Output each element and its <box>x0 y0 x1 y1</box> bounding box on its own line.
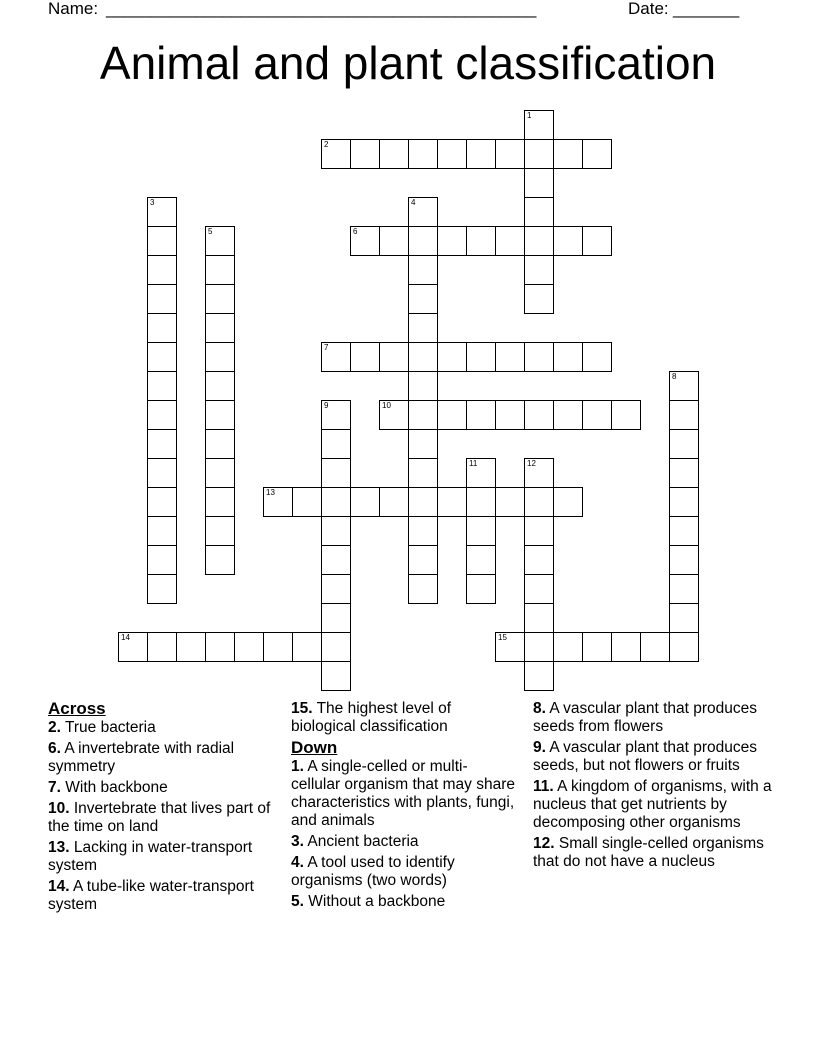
name-field[interactable]: ________________________________________________ <box>106 0 536 18</box>
grid-cell[interactable] <box>205 342 235 372</box>
clue-number: 14. <box>48 878 70 895</box>
grid-cell[interactable] <box>524 139 554 169</box>
grid-cell[interactable] <box>408 342 438 372</box>
grid-cell[interactable] <box>495 400 525 430</box>
grid-cell[interactable] <box>582 226 612 256</box>
grid-cell[interactable] <box>350 487 380 517</box>
grid-cell[interactable] <box>669 632 699 662</box>
grid-cell[interactable] <box>408 226 438 256</box>
clue-text: A single-celled or multi-cellular organism that may share characteristics with plants, fungi, and animals <box>291 758 515 829</box>
clue-number: 2. <box>48 719 61 736</box>
grid-cell[interactable] <box>205 545 235 575</box>
grid-cell[interactable] <box>321 516 351 546</box>
grid-cell[interactable] <box>408 516 438 546</box>
grid-cell[interactable] <box>147 429 177 459</box>
cell-number: 3 <box>150 198 155 207</box>
grid-cell[interactable] <box>350 139 380 169</box>
grid-cell[interactable] <box>553 342 583 372</box>
clue-number: 11. <box>533 778 554 795</box>
grid-cell[interactable] <box>263 487 293 517</box>
grid-cell[interactable] <box>147 574 177 604</box>
grid-cell[interactable] <box>321 458 351 488</box>
grid-cell[interactable] <box>205 284 235 314</box>
clue-number: 1. <box>291 758 304 775</box>
name-label: Name: <box>48 0 99 18</box>
clue-text: A tool used to identify organisms (two words) <box>291 854 455 889</box>
grid-cell[interactable] <box>669 487 699 517</box>
grid-cell[interactable] <box>669 545 699 575</box>
grid-cell[interactable] <box>466 545 496 575</box>
grid-cell[interactable] <box>205 487 235 517</box>
grid-cell[interactable] <box>379 400 409 430</box>
grid-cell[interactable] <box>582 342 612 372</box>
clue-text: With backbone <box>65 779 168 796</box>
clue-down-12 <box>533 835 773 871</box>
grid-cell[interactable] <box>669 458 699 488</box>
clue-text: The highest level of biological classification <box>291 700 452 735</box>
grid-cell[interactable] <box>321 139 351 169</box>
grid-cell[interactable] <box>437 487 467 517</box>
grid-cell[interactable] <box>147 458 177 488</box>
grid-cell[interactable] <box>350 342 380 372</box>
grid-cell[interactable] <box>553 226 583 256</box>
clue-number: 4. <box>291 854 304 871</box>
clue-across-13 <box>48 839 273 875</box>
grid-cell[interactable] <box>553 487 583 517</box>
grid-cell[interactable] <box>408 284 438 314</box>
grid-cell[interactable] <box>582 139 612 169</box>
grid-cell[interactable] <box>669 400 699 430</box>
grid-cell[interactable] <box>669 603 699 633</box>
grid-cell[interactable] <box>495 226 525 256</box>
grid-cell[interactable] <box>524 284 554 314</box>
grid-cell[interactable] <box>466 516 496 546</box>
grid-cell[interactable] <box>147 632 177 662</box>
cell-number: 15 <box>498 633 507 642</box>
clue-number: 10. <box>48 800 70 817</box>
grid-cell[interactable] <box>524 110 554 140</box>
grid-cell[interactable] <box>437 400 467 430</box>
clue-text: A invertebrate with radial symmetry <box>48 740 235 775</box>
grid-cell[interactable] <box>466 226 496 256</box>
grid-cell[interactable] <box>495 632 525 662</box>
cell-number: 10 <box>382 401 391 410</box>
grid-cell[interactable] <box>379 487 409 517</box>
clue-text: Ancient bacteria <box>307 833 419 850</box>
clue-across-14 <box>48 878 273 914</box>
grid-cell[interactable] <box>408 574 438 604</box>
grid-cell[interactable] <box>147 342 177 372</box>
clue-text: Without a backbone <box>308 893 446 910</box>
cell-number: 13 <box>266 488 275 497</box>
grid-cell[interactable] <box>205 255 235 285</box>
grid-cell[interactable] <box>408 487 438 517</box>
clue-number: 15. <box>291 700 313 717</box>
date-field[interactable]: _______ <box>673 0 740 18</box>
cell-number: 5 <box>208 227 213 236</box>
cell-number: 4 <box>411 198 416 207</box>
grid-cell[interactable] <box>437 226 467 256</box>
clue-column-2 <box>291 700 516 914</box>
grid-cell[interactable] <box>524 661 554 691</box>
grid-cell[interactable] <box>495 487 525 517</box>
page-title: Animal and plant classification <box>99 37 717 89</box>
grid-cell[interactable] <box>611 632 641 662</box>
grid-cell[interactable] <box>524 226 554 256</box>
clue-text: True bacteria <box>64 719 156 736</box>
grid-cell[interactable] <box>408 255 438 285</box>
clue-down-8 <box>533 700 773 736</box>
grid-cell[interactable] <box>147 255 177 285</box>
grid-cell[interactable] <box>205 458 235 488</box>
grid-cell[interactable] <box>379 342 409 372</box>
grid-cell[interactable] <box>408 371 438 401</box>
grid-cell[interactable] <box>147 487 177 517</box>
clue-down-3 <box>291 833 516 851</box>
grid-cell[interactable] <box>495 139 525 169</box>
across-heading: Across <box>48 699 106 718</box>
cell-number: 6 <box>353 227 358 236</box>
grid-cell[interactable] <box>669 516 699 546</box>
clue-across-6 <box>48 740 273 776</box>
grid-cell[interactable] <box>118 632 148 662</box>
grid-cell[interactable] <box>495 342 525 372</box>
clue-across-10 <box>48 800 273 836</box>
date-label: Date: <box>628 0 669 18</box>
clue-across-15 <box>291 700 516 736</box>
grid-cell[interactable] <box>466 487 496 517</box>
clue-column-3 <box>533 700 773 874</box>
grid-cell[interactable] <box>147 371 177 401</box>
grid-cell[interactable] <box>669 429 699 459</box>
clue-down-4 <box>291 854 516 890</box>
grid-cell[interactable] <box>466 574 496 604</box>
grid-cell[interactable] <box>611 400 641 430</box>
grid-cell[interactable] <box>437 342 467 372</box>
grid-cell[interactable] <box>350 226 380 256</box>
clue-down-11 <box>533 778 773 832</box>
clue-text: Invertebrate that lives part of the time on land <box>48 800 271 835</box>
grid-cell[interactable] <box>408 313 438 343</box>
clue-number: 5. <box>291 893 304 910</box>
grid-cell[interactable] <box>524 458 554 488</box>
clue-across-7 <box>48 779 273 797</box>
grid-cell[interactable] <box>524 545 554 575</box>
clue-column-1 <box>48 700 273 917</box>
grid-cell[interactable] <box>321 661 351 691</box>
clue-text: Small single-celled organisms that do not have a nucleus <box>533 835 764 870</box>
grid-cell[interactable] <box>408 429 438 459</box>
cell-number: 1 <box>527 111 532 120</box>
grid-cell[interactable] <box>524 516 554 546</box>
grid-cell[interactable] <box>553 139 583 169</box>
grid-cell[interactable] <box>524 574 554 604</box>
clue-number: 8. <box>533 700 546 717</box>
clue-number: 13. <box>48 839 70 856</box>
grid-cell[interactable] <box>524 632 554 662</box>
grid-cell[interactable] <box>524 197 554 227</box>
grid-cell[interactable] <box>321 487 351 517</box>
clue-down-5 <box>291 893 516 911</box>
grid-cell[interactable] <box>321 400 351 430</box>
clue-number: 6. <box>48 740 61 757</box>
grid-cell[interactable] <box>553 632 583 662</box>
grid-cell[interactable] <box>466 342 496 372</box>
grid-cell[interactable] <box>147 400 177 430</box>
grid-cell[interactable] <box>176 632 206 662</box>
grid-cell[interactable] <box>582 632 612 662</box>
grid-cell[interactable] <box>408 458 438 488</box>
grid-cell[interactable] <box>321 342 351 372</box>
cell-number: 2 <box>324 140 329 149</box>
grid-cell[interactable] <box>466 139 496 169</box>
grid-cell[interactable] <box>205 516 235 546</box>
cell-number: 12 <box>527 459 536 468</box>
grid-cell[interactable] <box>408 197 438 227</box>
grid-cell[interactable] <box>147 197 177 227</box>
grid-cell[interactable] <box>321 603 351 633</box>
grid-cell[interactable] <box>669 574 699 604</box>
clue-text: A tube-like water-transport system <box>48 878 254 913</box>
grid-cell[interactable] <box>147 226 177 256</box>
grid-cell[interactable] <box>321 545 351 575</box>
grid-cell[interactable] <box>205 226 235 256</box>
grid-cell[interactable] <box>205 371 235 401</box>
grid-cell[interactable] <box>437 139 467 169</box>
grid-cell[interactable] <box>205 429 235 459</box>
cell-number: 7 <box>324 343 329 352</box>
grid-cell[interactable] <box>292 487 322 517</box>
grid-cell[interactable] <box>263 632 293 662</box>
grid-cell[interactable] <box>292 632 322 662</box>
grid-cell[interactable] <box>582 400 612 430</box>
grid-cell[interactable] <box>408 139 438 169</box>
grid-cell[interactable] <box>524 400 554 430</box>
clue-text: A vascular plant that produces seeds from flowers <box>533 700 758 735</box>
grid-cell[interactable] <box>147 545 177 575</box>
grid-cell[interactable] <box>466 458 496 488</box>
grid-cell[interactable] <box>147 284 177 314</box>
clue-number: 12. <box>533 835 555 852</box>
clue-number: 3. <box>291 833 304 850</box>
clue-down-9 <box>533 739 773 775</box>
grid-cell[interactable] <box>466 400 496 430</box>
grid-cell[interactable] <box>205 313 235 343</box>
grid-cell[interactable] <box>205 400 235 430</box>
clue-number: 7. <box>48 779 61 796</box>
clue-text: A kingdom of organisms, with a nucleus that get nutrients by decomposing other organisms <box>533 778 772 831</box>
grid-cell[interactable] <box>669 371 699 401</box>
grid-cell[interactable] <box>524 487 554 517</box>
grid-cell[interactable] <box>147 313 177 343</box>
grid-cell[interactable] <box>205 632 235 662</box>
grid-cell[interactable] <box>321 632 351 662</box>
cell-number: 14 <box>121 633 130 642</box>
grid-cell[interactable] <box>553 400 583 430</box>
grid-cell[interactable] <box>408 545 438 575</box>
grid-cell[interactable] <box>408 400 438 430</box>
grid-cell[interactable] <box>524 168 554 198</box>
clue-text: Lacking in water-transport system <box>48 839 253 874</box>
down-heading: Down <box>291 738 338 757</box>
grid-cell[interactable] <box>321 429 351 459</box>
clue-down-1 <box>291 758 516 830</box>
grid-cell[interactable] <box>379 226 409 256</box>
grid-cell[interactable] <box>234 632 264 662</box>
clue-text: A vascular plant that produces seeds, but not flowers or fruits <box>533 739 758 774</box>
grid-cell[interactable] <box>524 603 554 633</box>
cell-number: 9 <box>324 401 329 410</box>
grid-cell[interactable] <box>524 342 554 372</box>
grid-cell[interactable] <box>321 574 351 604</box>
clue-number: 9. <box>533 739 546 756</box>
grid-cell[interactable] <box>147 516 177 546</box>
grid-cell[interactable] <box>524 255 554 285</box>
cell-number: 8 <box>672 372 677 381</box>
cell-number: 11 <box>469 459 478 468</box>
grid-cell[interactable] <box>379 139 409 169</box>
clue-across-2 <box>48 719 273 737</box>
grid-cell[interactable] <box>640 632 670 662</box>
